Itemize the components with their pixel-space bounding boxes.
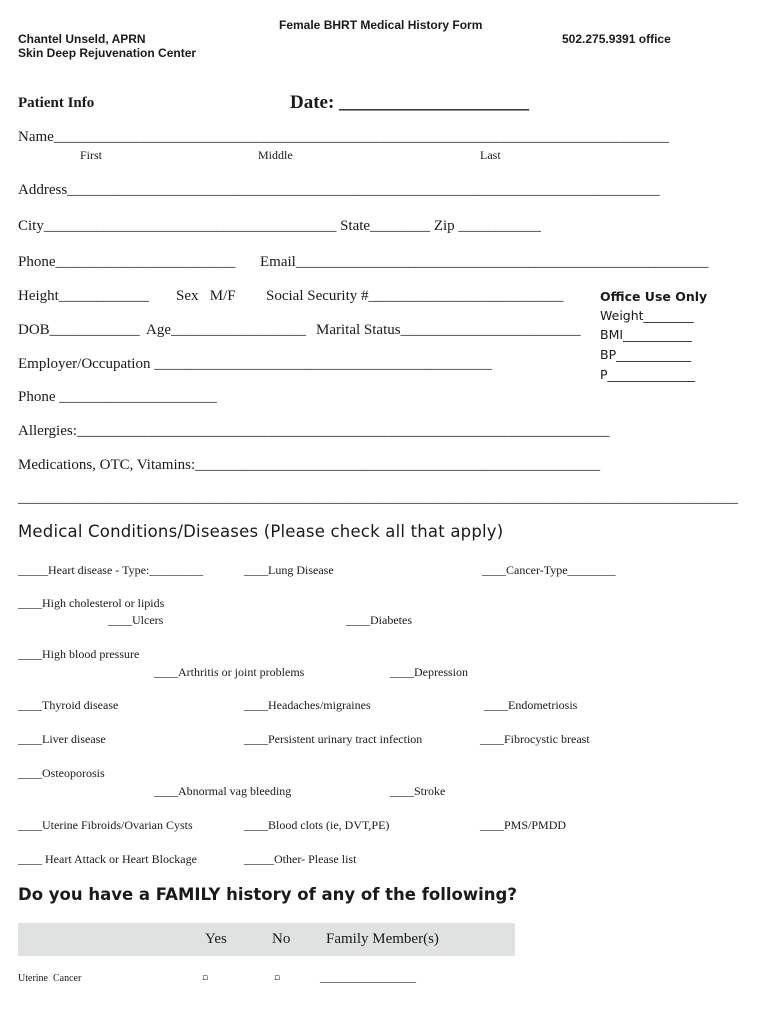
family-yes-checkbox[interactable]: ▫	[202, 973, 209, 983]
office-bp-field[interactable]: BP____________	[600, 347, 692, 362]
patient-info-heading: Patient Info	[18, 95, 95, 111]
condition-liver[interactable]: ____Liver disease	[18, 732, 106, 746]
office-use-heading: Office Use Only	[600, 289, 708, 304]
allergies-field[interactable]: Allergies:_______________________________________________________________________	[18, 423, 610, 439]
condition-blood-clots[interactable]: ____Blood clots (ie, DVT,PE)	[244, 818, 390, 832]
condition-endometriosis[interactable]: ____Endometriosis	[484, 698, 578, 712]
condition-stroke[interactable]: ____Stroke	[390, 784, 446, 798]
family-member-field[interactable]: ________________	[320, 970, 416, 984]
employer-field[interactable]: Employer/Occupation _____________________________________________	[18, 356, 492, 372]
condition-headaches[interactable]: ____Headaches/migraines	[244, 698, 371, 712]
name-field[interactable]: Name__________________________________________________________________________________	[18, 129, 669, 145]
condition-diabetes[interactable]: ____Diabetes	[346, 613, 412, 627]
condition-heart-attack[interactable]: ____ Heart Attack or Heart Blockage	[18, 852, 197, 866]
conditions-heading: Medical Conditions/Diseases (Please check all that apply)	[18, 522, 504, 541]
family-col-no: No	[272, 931, 291, 947]
office-weight-field[interactable]: Weight________	[600, 308, 694, 323]
dob-field[interactable]: DOB____________	[18, 322, 140, 338]
height-field[interactable]: Height____________	[18, 288, 149, 304]
sex-field[interactable]: Sex M/F	[176, 288, 236, 304]
condition-depression[interactable]: ____Depression	[390, 665, 468, 679]
office-p-field[interactable]: P______________	[600, 367, 696, 382]
marital-status-field[interactable]: Marital Status________________________	[316, 322, 581, 338]
office-bmi-field[interactable]: BMI___________	[600, 327, 692, 342]
address-field[interactable]: Address_______________________________________________________________________________	[18, 182, 660, 198]
name-middle-caption: Middle	[258, 148, 293, 162]
condition-heart-disease[interactable]: _____Heart disease - Type:_________	[18, 563, 204, 577]
email-field[interactable]: Email_______________________________________________________	[260, 254, 709, 270]
family-col-yes: Yes	[205, 931, 227, 947]
family-row-label: Uterine Cancer	[18, 973, 82, 984]
condition-arthritis[interactable]: ____Arthritis or joint problems	[154, 665, 305, 679]
medications-extra-line[interactable]: ________________________________________________________________________________________________	[18, 490, 738, 506]
office-phone: 502.275.9391 office	[562, 32, 671, 46]
clinic-name: Skin Deep Rejuvenation Center	[18, 46, 197, 60]
condition-uterine-fibroids[interactable]: ____Uterine Fibroids/Ovarian Cysts	[18, 818, 193, 832]
condition-abnormal-bleeding[interactable]: ____Abnormal vag bleeding	[154, 784, 292, 798]
provider-name: Chantel Unseld, APRN	[18, 32, 146, 46]
age-field[interactable]: Age__________________	[146, 322, 306, 338]
ssn-field[interactable]: Social Security #__________________________	[266, 288, 564, 304]
phone-field[interactable]: Phone________________________	[18, 254, 236, 270]
phone2-field[interactable]: Phone _____________________	[18, 389, 217, 405]
condition-ulcers[interactable]: ____Ulcers	[108, 613, 164, 627]
condition-fibrocystic-breast[interactable]: ____Fibrocystic breast	[480, 732, 590, 746]
family-col-member: Family Member(s)	[326, 931, 439, 947]
date-field[interactable]: Date: ____________________	[290, 92, 530, 113]
condition-pms[interactable]: ____PMS/PMDD	[480, 818, 567, 832]
condition-osteoporosis[interactable]: ____Osteoporosis	[18, 766, 105, 780]
name-first-caption: First	[80, 148, 103, 162]
medications-field[interactable]: Medications, OTC, Vitamins:______________________________________________________	[18, 457, 601, 473]
condition-thyroid[interactable]: ____Thyroid disease	[18, 698, 119, 712]
family-history-heading: Do you have a FAMILY history of any of the following?	[18, 885, 517, 904]
condition-uti[interactable]: ____Persistent urinary tract infection	[244, 732, 423, 746]
family-table-header	[18, 923, 515, 956]
condition-cancer[interactable]: ____Cancer-Type________	[482, 563, 616, 577]
city-state-zip-field[interactable]: City_______________________________________ State________ Zip ___________	[18, 218, 541, 234]
form-title: Female BHRT Medical History Form	[279, 18, 483, 32]
name-last-caption: Last	[480, 148, 501, 162]
condition-high-cholesterol[interactable]: ____High cholesterol or lipids	[18, 596, 165, 610]
condition-lung-disease[interactable]: ____Lung Disease	[244, 563, 334, 577]
condition-other[interactable]: _____Other- Please list	[244, 852, 357, 866]
family-no-checkbox[interactable]: ▫	[274, 973, 281, 983]
condition-high-blood-pressure[interactable]: ____High blood pressure	[18, 647, 140, 661]
